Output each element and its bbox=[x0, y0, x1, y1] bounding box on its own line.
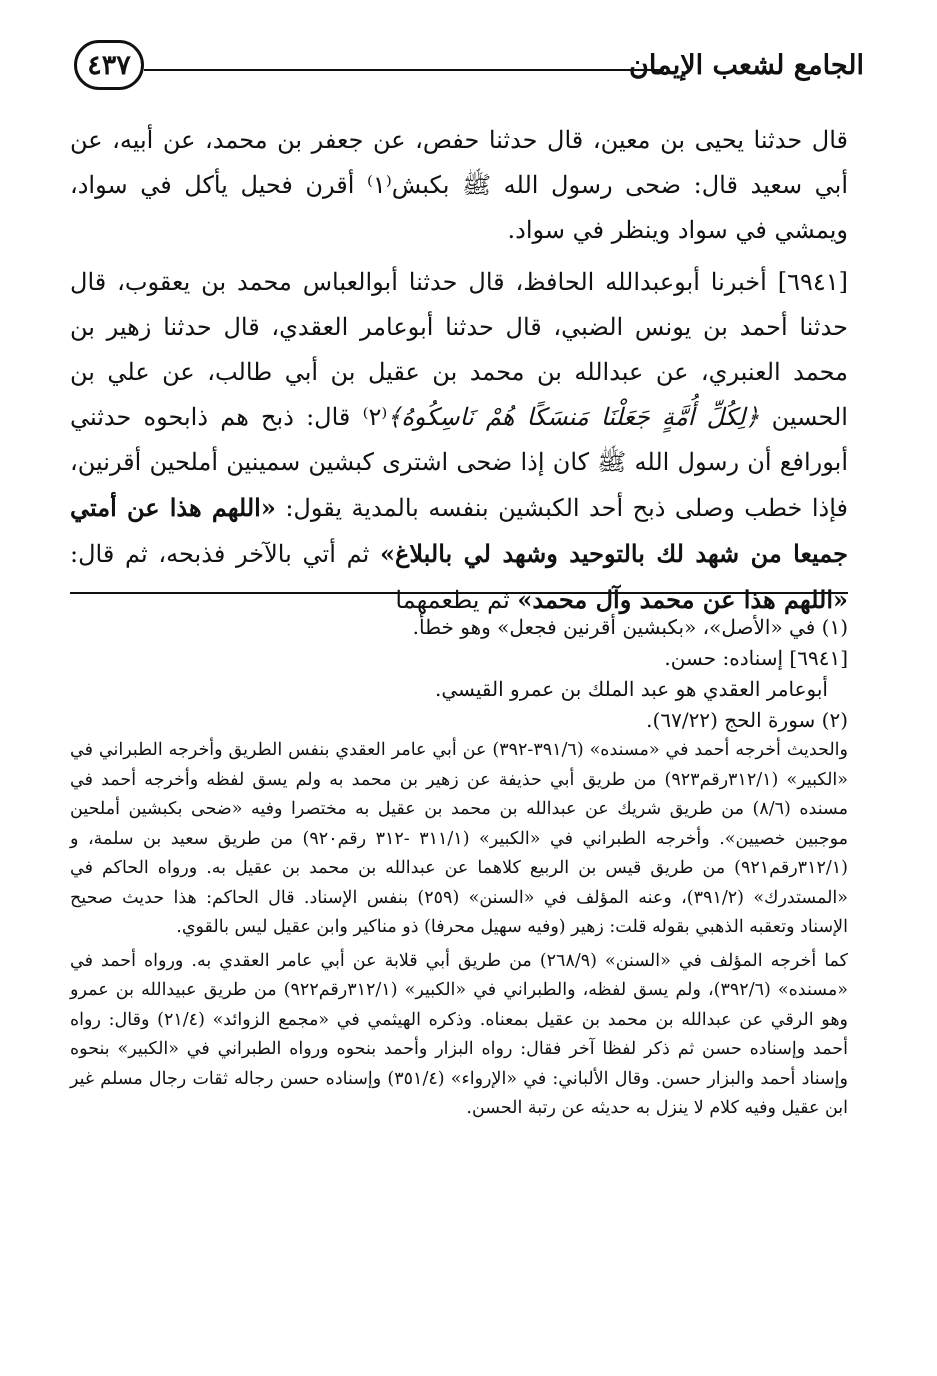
prayer-quote-1: «اللهم هذا عن أمتي جميعا من شهد لك بالتوحيد وشهد لي بالبلاغ» bbox=[70, 493, 849, 568]
quran-verse: ﴿لِكُلِّ أُمَّةٍ جَعَلْنَا مَنسَكًا هُمْ نَاسِكُوهُ﴾ bbox=[387, 403, 760, 431]
matn-text: ⁽٢⁾ قال: ذبح هم ذابحوه حدثني أبورافع أن رسول الله ﷺ كان إذا ضحى اشترى كبشين سمينين أملحين أقرنين، فإذا خطب وصلى ذبح أحد الكبشين بنفسه بالمدية يقول: bbox=[70, 403, 849, 522]
takhrij-paragraph-1: والحديث أخرجه أحمد في «مسنده» (٣٩١/٦-٣٩٢) عن أبي عامر العقدي بنفس الطريق وأخرجه الطبراني في «الكبير» (٣١٢/١رقم٩٢٣) من طريق أبي حذيفة عن زهير بن محمد به ولم يسق لفظه وأخرجه أحمد في مسنده (٨/٦) من طريق شريك عن عبدالله بن محمد بن عقيل به مختصرا وفيه «ضحى بكبشين أملحين موجبين خصيين». وأخرجه الطبراني في «الكبير» (٣١١/١ -٣١٢ رقم٩٢٠) من طريق سعيد بن سلمة، و (٣١٢/١رقم٩٢١) من طريق قيس بن الربيع كلاهما عن عبدالله بن محمد بن عقيل به. ورواه الحاكم في «المستدرك» (٣٩١/٢)، وعنه المؤلف في «السنن» (٢٥٩) بنفس الإسناد. قال الحاكم: هذا حديث صحيح الإسناد وتعقبه الذهبي بقوله قلت: زهير (وفيه سهيل محرفا) ذو مناكير وابن عقيل ليس بالقوي. bbox=[70, 740, 848, 937]
matn-ending: ثم يطعمهما bbox=[395, 586, 510, 614]
paragraph-hadith-6941 bbox=[70, 260, 848, 623]
takhrij-paragraph-2: كما أخرجه المؤلف في «السنن» (٢٦٨/٩) من طريق أبي قلابة عن أبي عامر العقدي به. ورواه أحمد في «مسنده» (٣٩٢/٦)، ولم يسق لفظه، والطبراني في «الكبير» (٣١٢/١رقم٩٢٢) من طريق عبيدالله بن عمرو وهو الرقي عن عبدالله بن محمد بن عقيل بمعناه. وذكره الهيثمي في «مجمع الزوائد» (٢١/٤) وقال: رواه أحمد وإسناده حسن ثم ذكر لفظا آخر فقال: رواه البزار وأحمد بنحوه ورواه الطبراني في «الكبير» بنحوه وإسناد أحمد والبزار حسن. وقال الألباني: في «الإرواء» (٣٥١/٤) وإسناده حسن رجاله ثقات رجال مسلم غير ابن عقيل وفيه كلام لا ينزل به حديثه عن رتبة الحسن. bbox=[70, 950, 848, 1118]
footnote-separator bbox=[70, 592, 848, 594]
page-header bbox=[74, 40, 864, 96]
header-rule bbox=[144, 69, 664, 71]
prayer-quote-2: «اللهم هذا عن محمد وآل محمد» bbox=[517, 585, 848, 614]
footnote-1: (١) في «الأصل»، «بكبشين أقرنين فجعل» وهو خطأ. bbox=[412, 615, 848, 639]
narrator-note: أبوعامر العقدي هو عبد الملك بن عمرو القيسي. bbox=[435, 677, 828, 701]
page-number: ٤٣٧ bbox=[74, 40, 144, 90]
main-text bbox=[70, 118, 848, 630]
isnad-grade: [٦٩٤١] إسناده: حسن. bbox=[664, 646, 848, 670]
footnote-2: (٢) سورة الحج (٦٧/٢٢). bbox=[646, 708, 848, 732]
footnotes bbox=[70, 612, 848, 1124]
matn-continuation: ثم أتي بالآخر فذبحه، ثم قال: bbox=[70, 540, 370, 568]
running-title: الجامع لشعب الإيمان bbox=[629, 50, 864, 81]
paragraph-hadith-1: قال حدثنا يحيى بن معين، قال حدثنا حفص، عن جعفر بن محمد، عن أبيه، عن أبي سعيد قال: ضحى رسول الله ﷺ بكبش⁽١⁾ أقرن فحيل يأكل في سواد، ويمشي في سواد وينظر في سواد. bbox=[70, 126, 849, 244]
isnad-text: [٦٩٤١] أخبرنا أبوعبدالله الحافظ، قال حدثنا أبوالعباس محمد بن يعقوب، قال حدثنا أحمد بن يونس الضبي، قال حدثنا أبوعامر العقدي، قال حدثنا زهير بن محمد العنبري، عن عبدالله بن محمد بن عقيل بن أبي طالب، عن علي بن الحسين bbox=[70, 268, 848, 431]
